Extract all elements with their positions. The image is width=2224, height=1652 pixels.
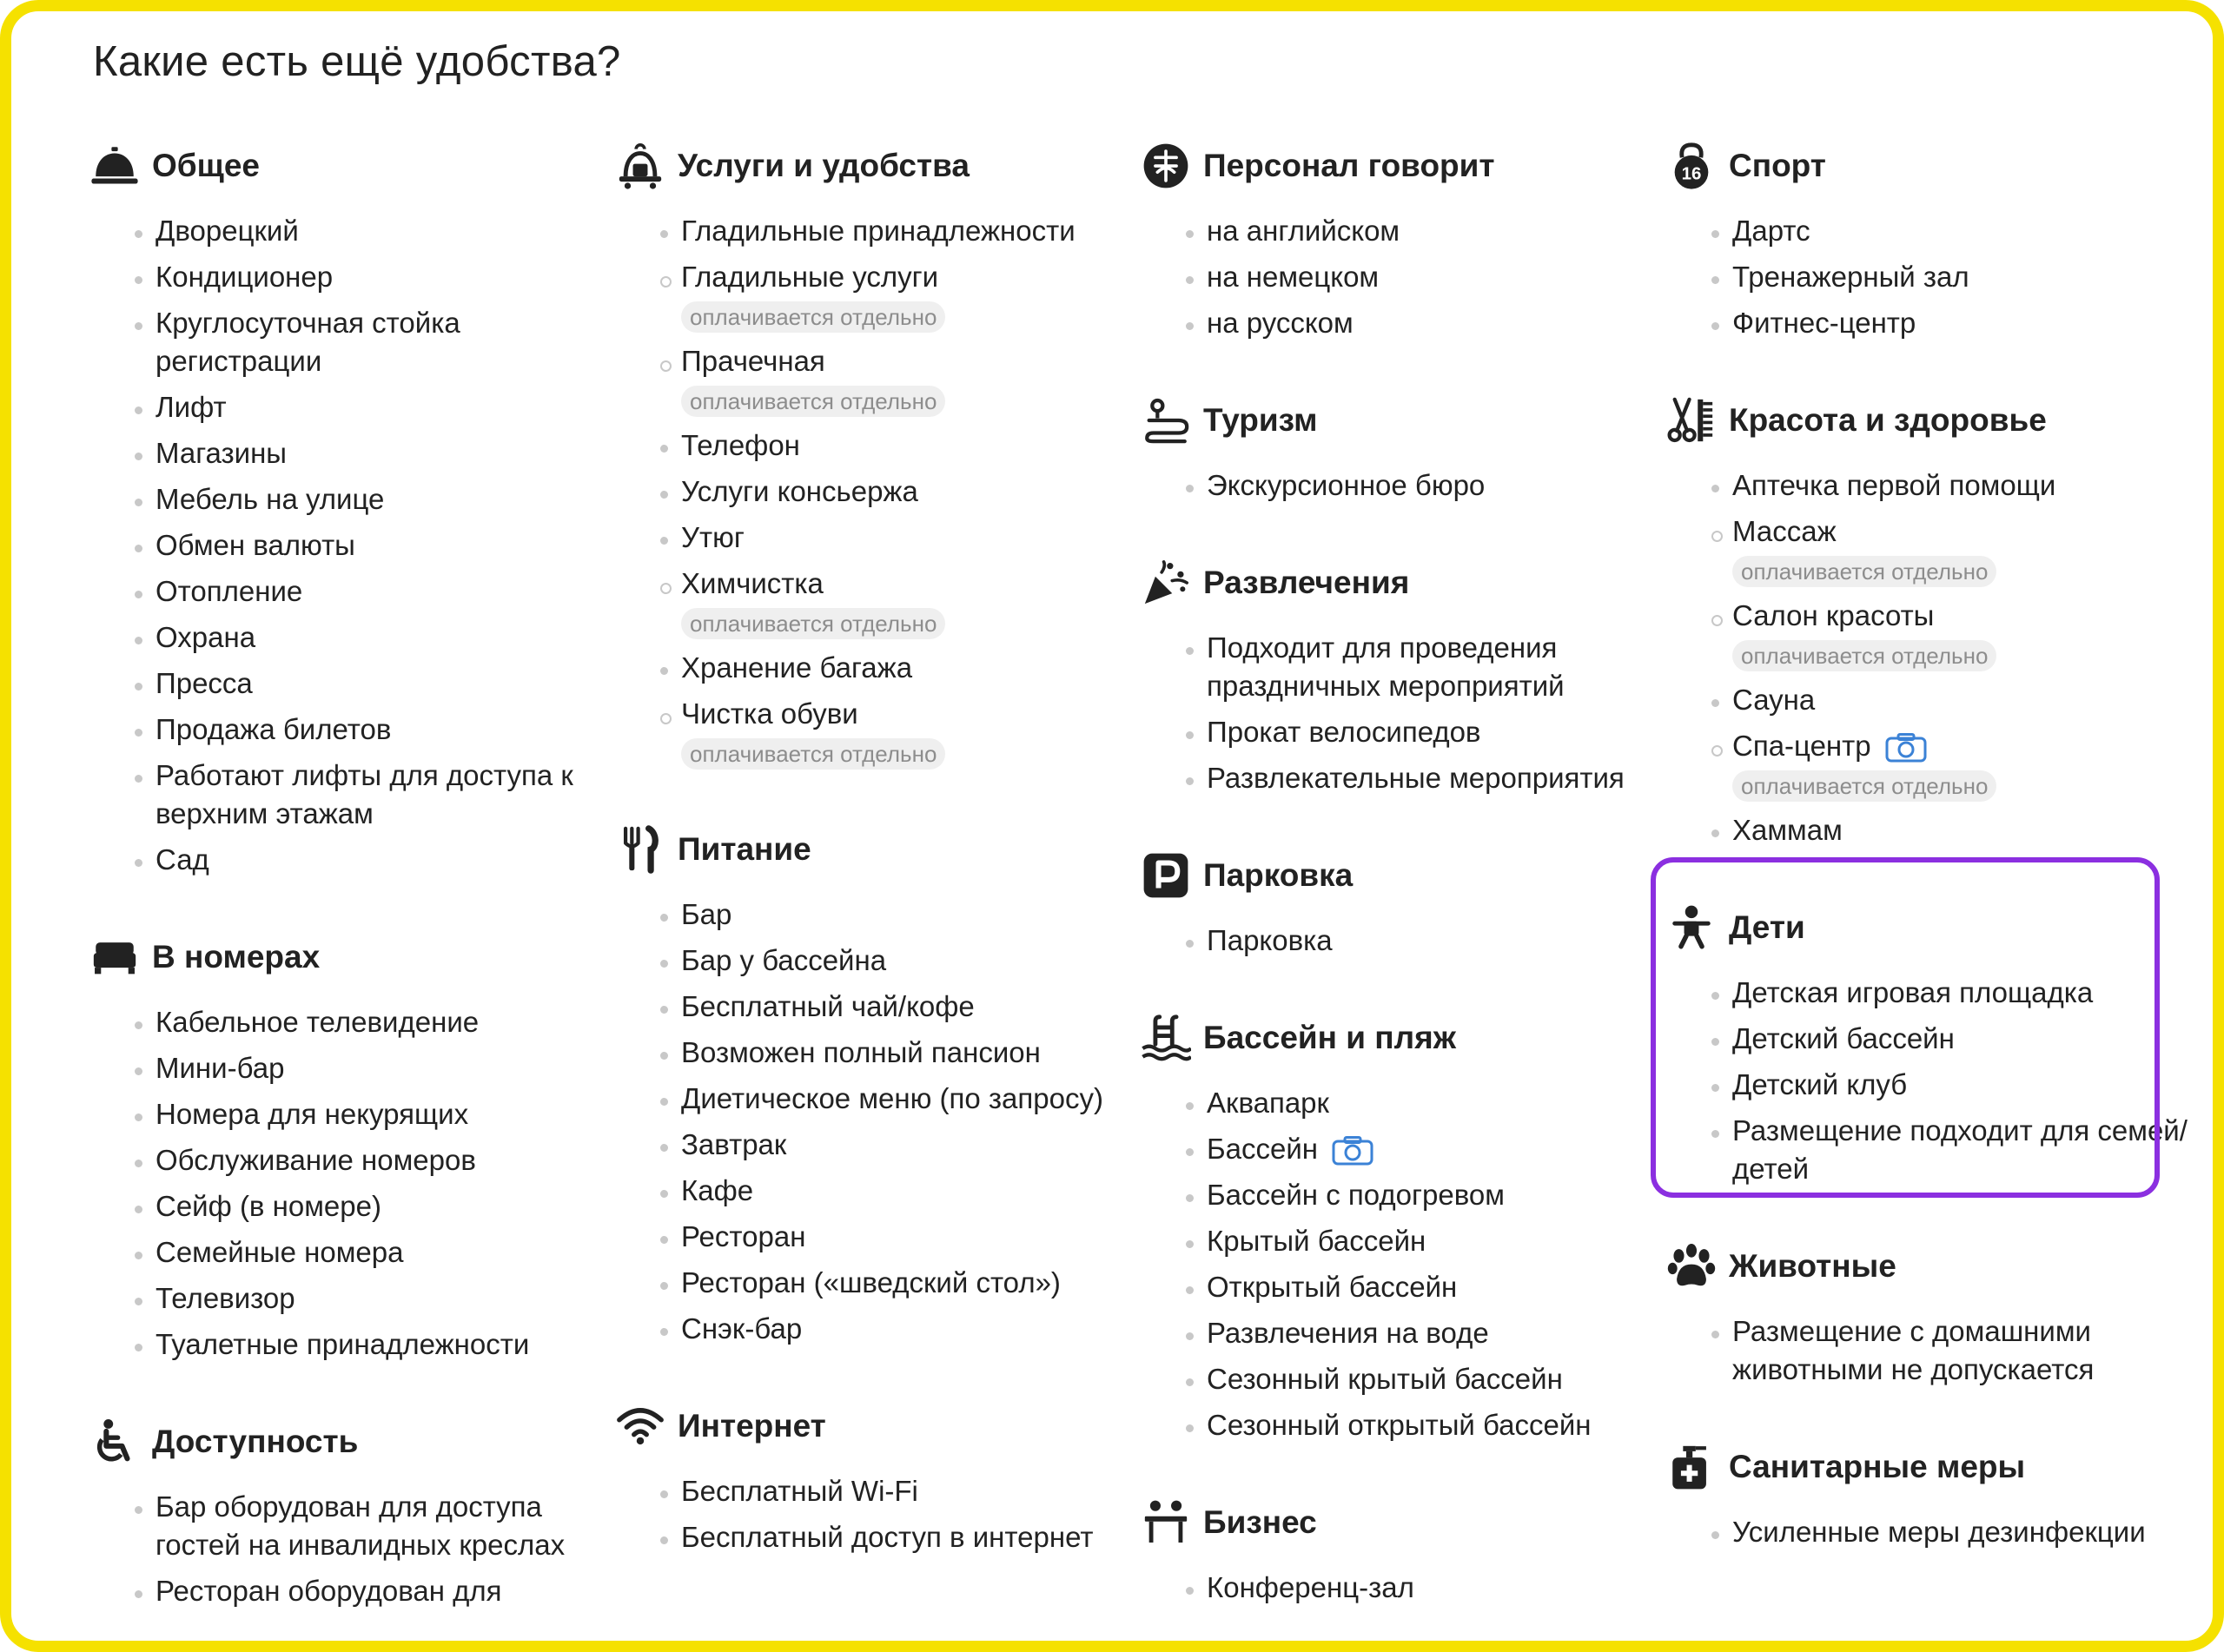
amenity-label: Парковка — [1207, 924, 1333, 956]
section-header — [617, 815, 1138, 884]
amenity-label: Сейф (в номере) — [156, 1190, 381, 1222]
amenity-item — [156, 614, 612, 660]
paid-separately-badge: оплачивается отдельно — [681, 386, 945, 417]
amenity-item — [156, 1229, 612, 1275]
amenity-label: Сезонный крытый бассейн — [1207, 1363, 1563, 1395]
amenity-label: Туалетные принадлежности — [156, 1328, 530, 1360]
amenity-label: Детский бассейн — [1732, 1022, 1955, 1054]
section-title: Спорт — [1729, 148, 1826, 183]
amenity-label: Салон красоты — [1732, 599, 1935, 631]
paid-separately-badge: оплачивается отдельно — [1732, 770, 1996, 802]
amenity-item — [1732, 1308, 2189, 1392]
section-title: Бассейн и пляж — [1203, 1020, 1456, 1055]
amenity-item — [156, 1091, 612, 1137]
amenity-label: Магазины — [156, 437, 288, 469]
amenity-item — [156, 1045, 612, 1091]
amenity-label: Хаммам — [1732, 814, 1843, 846]
amenity-list — [1668, 462, 2189, 853]
amenity-list — [1142, 1080, 1664, 1448]
amenity-label: Гладильные услуги — [681, 261, 939, 293]
amenity-item — [156, 522, 612, 568]
section-header — [1668, 131, 2189, 201]
amenity-item — [1732, 300, 2189, 346]
amenity-item — [681, 691, 1138, 775]
amenity-section — [91, 1407, 612, 1614]
amenity-item — [681, 1167, 1138, 1213]
amenity-item — [1732, 723, 2189, 807]
amenity-item — [681, 254, 1138, 338]
section-title: Услуги и удобства — [678, 148, 970, 183]
section-title: Животные — [1729, 1248, 1896, 1284]
amenity-list — [91, 999, 612, 1367]
amenity-item — [156, 384, 612, 430]
section-header — [1142, 841, 1664, 910]
amenity-item — [1732, 208, 2189, 254]
amenity-item — [681, 1121, 1138, 1167]
amenity-label: Бесплатный Wi-Fi — [681, 1475, 918, 1507]
amenity-label: Спа-центр — [1732, 730, 1871, 762]
business-table-icon — [1139, 1496, 1193, 1550]
amenity-label: Отопление — [156, 575, 303, 607]
section-header — [1142, 131, 1664, 201]
section-title: В номерах — [152, 939, 321, 975]
section-header — [1142, 1488, 1664, 1557]
amenity-label: Работают лифты для доступа к верхним этажам — [156, 759, 573, 829]
amenity-label: Дворецкий — [156, 215, 299, 247]
amenity-label: Массаж — [1732, 515, 1837, 547]
amenity-label: Продажа билетов — [156, 713, 392, 745]
amenities-column-1 — [91, 131, 612, 1652]
amenity-label: Возможен полный пансион — [681, 1036, 1041, 1068]
section-title: Доступность — [152, 1424, 359, 1459]
amenity-item — [156, 1568, 612, 1614]
amenity-item — [1207, 624, 1664, 709]
section-title: Общее — [152, 148, 261, 183]
amenity-list — [1142, 462, 1664, 508]
amenity-item — [1207, 1080, 1664, 1126]
amenity-label: Гладильные принадлежности — [681, 215, 1076, 247]
amenity-list — [1142, 1564, 1664, 1610]
amenity-label: Прокат велосипедов — [1207, 716, 1481, 748]
amenity-label: Бассейн — [1207, 1133, 1319, 1165]
amenity-label: Круглосуточная стойка регистрации — [156, 307, 460, 377]
fork-knife-icon — [613, 823, 667, 876]
amenity-label: Телефон — [681, 429, 800, 461]
amenity-item — [681, 1468, 1138, 1514]
amenity-label: Прачечная — [681, 345, 825, 377]
section-title: Персонал говорит — [1203, 148, 1495, 183]
amenity-item — [1207, 300, 1664, 346]
wifi-icon — [613, 1399, 667, 1453]
paid-separately-badge: оплачивается отдельно — [1732, 556, 1996, 587]
amenity-section — [1142, 548, 1664, 801]
amenity-item — [156, 476, 612, 522]
amenity-item — [1207, 1310, 1664, 1356]
amenity-section — [1142, 386, 1664, 508]
camera-icon[interactable] — [1885, 733, 1927, 763]
section-header — [617, 1391, 1138, 1461]
section-title: Интернет — [678, 1408, 826, 1444]
section-header — [91, 922, 612, 992]
route-icon — [1139, 393, 1193, 447]
amenity-label: Лифт — [156, 391, 227, 423]
amenity-item — [681, 644, 1138, 691]
svg-text:16: 16 — [1681, 163, 1702, 184]
amenity-item — [1207, 755, 1664, 801]
amenity-item — [156, 1183, 612, 1229]
amenity-label: Обслуживание номеров — [156, 1144, 476, 1176]
paid-separately-badge: оплачивается отдельно — [1732, 640, 1996, 671]
sanitizer-icon — [1665, 1440, 1718, 1494]
amenity-section — [91, 131, 612, 882]
amenity-list — [617, 208, 1138, 775]
amenity-label: Дартс — [1732, 215, 1810, 247]
kettlebell-icon — [1665, 139, 1718, 193]
amenity-item — [681, 560, 1138, 644]
amenity-label: Аквапарк — [1207, 1087, 1329, 1119]
amenity-label: Аптечка первой помощи — [1732, 469, 2056, 501]
amenity-section — [1142, 1488, 1664, 1610]
parking-icon — [1139, 849, 1193, 902]
amenity-label: Бесплатный чай/кофе — [681, 990, 975, 1022]
amenity-label: Диетическое меню (по запросу) — [681, 1082, 1103, 1114]
amenity-label: Сад — [156, 843, 209, 876]
amenity-list — [1142, 208, 1664, 346]
section-title: Красота и здоровье — [1729, 402, 2047, 438]
amenity-item — [156, 660, 612, 706]
section-header — [1668, 386, 2189, 455]
amenity-section — [1668, 386, 2189, 853]
amenity-item — [1732, 462, 2189, 508]
amenity-label: Развлекательные мероприятия — [1207, 762, 1625, 794]
section-header — [1142, 386, 1664, 455]
amenity-label: Размещение подходит для семей/детей — [1732, 1114, 2188, 1185]
paw-icon — [1665, 1239, 1718, 1293]
amenity-label: на русском — [1207, 307, 1354, 339]
amenity-item — [1207, 1126, 1664, 1172]
amenity-item — [681, 468, 1138, 514]
amenity-label: Завтрак — [681, 1128, 787, 1160]
amenity-list — [91, 1483, 612, 1614]
amenity-list — [617, 1468, 1138, 1560]
bed-icon — [88, 930, 142, 984]
amenity-label: Детский клуб — [1732, 1068, 1908, 1100]
amenity-item — [156, 300, 612, 384]
amenity-item — [1207, 1172, 1664, 1218]
amenity-item — [681, 891, 1138, 937]
amenity-item — [156, 999, 612, 1045]
amenity-item — [156, 1275, 612, 1321]
amenity-item — [1732, 677, 2189, 723]
amenity-item — [1207, 1564, 1664, 1610]
amenity-section — [1668, 131, 2189, 346]
amenity-label: Бар — [681, 898, 732, 930]
amenity-list — [617, 891, 1138, 1351]
section-header — [1668, 1432, 2189, 1502]
wheelchair-icon — [88, 1415, 142, 1469]
amenities-column-2 — [617, 131, 1138, 1600]
amenity-item — [1207, 709, 1664, 755]
paid-separately-badge: оплачивается отдельно — [681, 608, 945, 639]
amenity-item — [156, 1483, 612, 1568]
amenity-list — [1668, 1308, 2189, 1392]
amenity-label: Номера для некурящих — [156, 1098, 469, 1130]
amenity-item — [1207, 254, 1664, 300]
section-title: Санитарные меры — [1729, 1449, 2026, 1484]
amenity-label: Утюг — [681, 521, 745, 553]
amenity-label: Ресторан — [681, 1220, 806, 1252]
amenity-label: Бесплатный доступ в интернет — [681, 1521, 1094, 1553]
amenity-label: Чистка обуви — [681, 697, 858, 730]
amenity-label: Бар у бассейна — [681, 944, 887, 976]
party-icon — [1139, 556, 1193, 610]
amenity-label: Усиленные меры дезинфекции — [1732, 1516, 2146, 1548]
amenity-item — [1732, 508, 2189, 592]
section-header — [617, 131, 1138, 201]
amenity-item — [1732, 807, 2189, 853]
section-header — [1142, 548, 1664, 618]
amenity-item — [681, 1259, 1138, 1305]
amenity-label: Мини-бар — [156, 1052, 285, 1084]
section-title: Дети — [1729, 909, 1805, 945]
amenity-label: Сезонный открытый бассейн — [1207, 1409, 1592, 1441]
amenity-item — [1732, 1509, 2189, 1555]
amenity-section — [1142, 1003, 1664, 1448]
amenity-item — [156, 1321, 612, 1367]
amenity-label: Сауна — [1732, 684, 1816, 716]
amenity-item — [681, 937, 1138, 983]
amenity-item — [1732, 254, 2189, 300]
amenity-item — [156, 1137, 612, 1183]
paid-separately-badge: оплачивается отдельно — [681, 301, 945, 333]
amenity-label: Химчистка — [681, 567, 824, 599]
amenity-label: на немецком — [1207, 261, 1380, 293]
section-title: Развлечения — [1203, 565, 1410, 600]
scissors-comb-icon — [1665, 393, 1718, 447]
amenity-label: Пресса — [156, 667, 253, 699]
section-header — [91, 131, 612, 201]
amenity-item — [681, 208, 1138, 254]
amenity-section — [1142, 131, 1664, 346]
amenity-label: Услуги консьержа — [681, 475, 918, 507]
amenity-list — [1668, 208, 2189, 346]
amenity-label: Крытый бассейн — [1207, 1225, 1426, 1257]
amenity-label: Экскурсионное бюро — [1207, 469, 1486, 501]
amenity-label: Кондиционер — [156, 261, 334, 293]
amenity-label: Бассейн с подогревом — [1207, 1179, 1505, 1211]
section-title: Туризм — [1203, 402, 1318, 438]
amenity-label: Бар оборудован для доступа гостей на инвалидных креслах — [156, 1490, 566, 1561]
amenity-item — [681, 1075, 1138, 1121]
amenity-item — [1207, 462, 1664, 508]
amenity-label: Детская игровая площадка — [1732, 976, 2094, 1008]
amenity-label: Семейные номера — [156, 1236, 404, 1268]
amenity-list — [91, 208, 612, 882]
amenity-item — [681, 1305, 1138, 1351]
amenity-item — [156, 752, 612, 836]
amenity-label: Открытый бассейн — [1207, 1271, 1458, 1303]
amenity-section — [1668, 1432, 2189, 1555]
amenity-item — [681, 1029, 1138, 1075]
amenity-label: Ресторан оборудован для — [156, 1575, 502, 1607]
amenity-section — [1142, 841, 1664, 963]
amenity-section — [617, 1391, 1138, 1560]
amenity-item — [681, 983, 1138, 1029]
amenity-label: Фитнес-центр — [1732, 307, 1916, 339]
amenity-label: Ресторан («шведский стол») — [681, 1266, 1061, 1298]
reception-bell-icon — [88, 139, 142, 193]
amenity-label: Размещение с домашними животными не допускается — [1732, 1315, 2095, 1385]
amenity-label: Охрана — [156, 621, 256, 653]
amenity-section — [91, 922, 612, 1367]
amenity-item — [156, 430, 612, 476]
amenity-label: Снэк-бар — [681, 1312, 803, 1345]
amenity-label: Кафе — [681, 1174, 754, 1206]
section-header — [91, 1407, 612, 1477]
amenity-label: Развлечения на воде — [1207, 1317, 1489, 1349]
page-title: Какие есть ещё удобства? — [93, 38, 621, 85]
section-title: Парковка — [1203, 857, 1354, 893]
amenity-section — [617, 131, 1138, 775]
amenity-list — [1142, 624, 1664, 801]
language-icon — [1139, 139, 1193, 193]
amenity-label: Телевизор — [156, 1282, 295, 1314]
amenity-item — [1207, 1356, 1664, 1402]
section-header — [1668, 1232, 2189, 1301]
amenity-list — [1668, 1509, 2189, 1555]
amenity-item — [681, 422, 1138, 468]
amenity-label: Обмен валюты — [156, 529, 355, 561]
amenity-list — [1142, 917, 1664, 963]
amenity-item — [681, 514, 1138, 560]
amenity-item — [1207, 917, 1664, 963]
amenity-section — [1668, 1232, 2189, 1392]
amenity-section — [617, 815, 1138, 1351]
amenity-label: на английском — [1207, 215, 1400, 247]
amenity-item — [1207, 1402, 1664, 1448]
amenity-label: Хранение багажа — [681, 651, 913, 684]
amenity-item — [681, 1514, 1138, 1560]
amenity-item — [156, 208, 612, 254]
amenity-label: Кабельное телевидение — [156, 1006, 480, 1038]
amenity-label: Подходит для проведения праздничных мероприятий — [1207, 631, 1565, 702]
paid-separately-badge: оплачивается отдельно — [681, 738, 945, 770]
amenity-item — [156, 568, 612, 614]
amenity-item — [156, 706, 612, 752]
section-header — [1142, 1003, 1664, 1073]
amenities-column-3 — [1142, 131, 1664, 1650]
camera-icon[interactable] — [1332, 1136, 1373, 1166]
section-title: Бизнес — [1203, 1504, 1317, 1540]
amenity-item — [156, 836, 612, 882]
pool-icon — [1139, 1011, 1193, 1065]
amenity-item — [156, 254, 612, 300]
kids-section-highlight — [1651, 857, 2160, 1198]
amenity-item — [681, 338, 1138, 422]
amenity-item — [681, 1213, 1138, 1259]
amenity-item — [1207, 208, 1664, 254]
section-title: Питание — [678, 831, 811, 867]
luggage-bell-icon — [613, 139, 667, 193]
amenity-item — [1207, 1264, 1664, 1310]
amenity-item — [1207, 1218, 1664, 1264]
amenity-label: Мебель на улице — [156, 483, 385, 515]
amenity-item — [1732, 592, 2189, 677]
amenity-label: Конференц-зал — [1207, 1571, 1414, 1603]
amenity-label: Тренажерный зал — [1732, 261, 1969, 293]
